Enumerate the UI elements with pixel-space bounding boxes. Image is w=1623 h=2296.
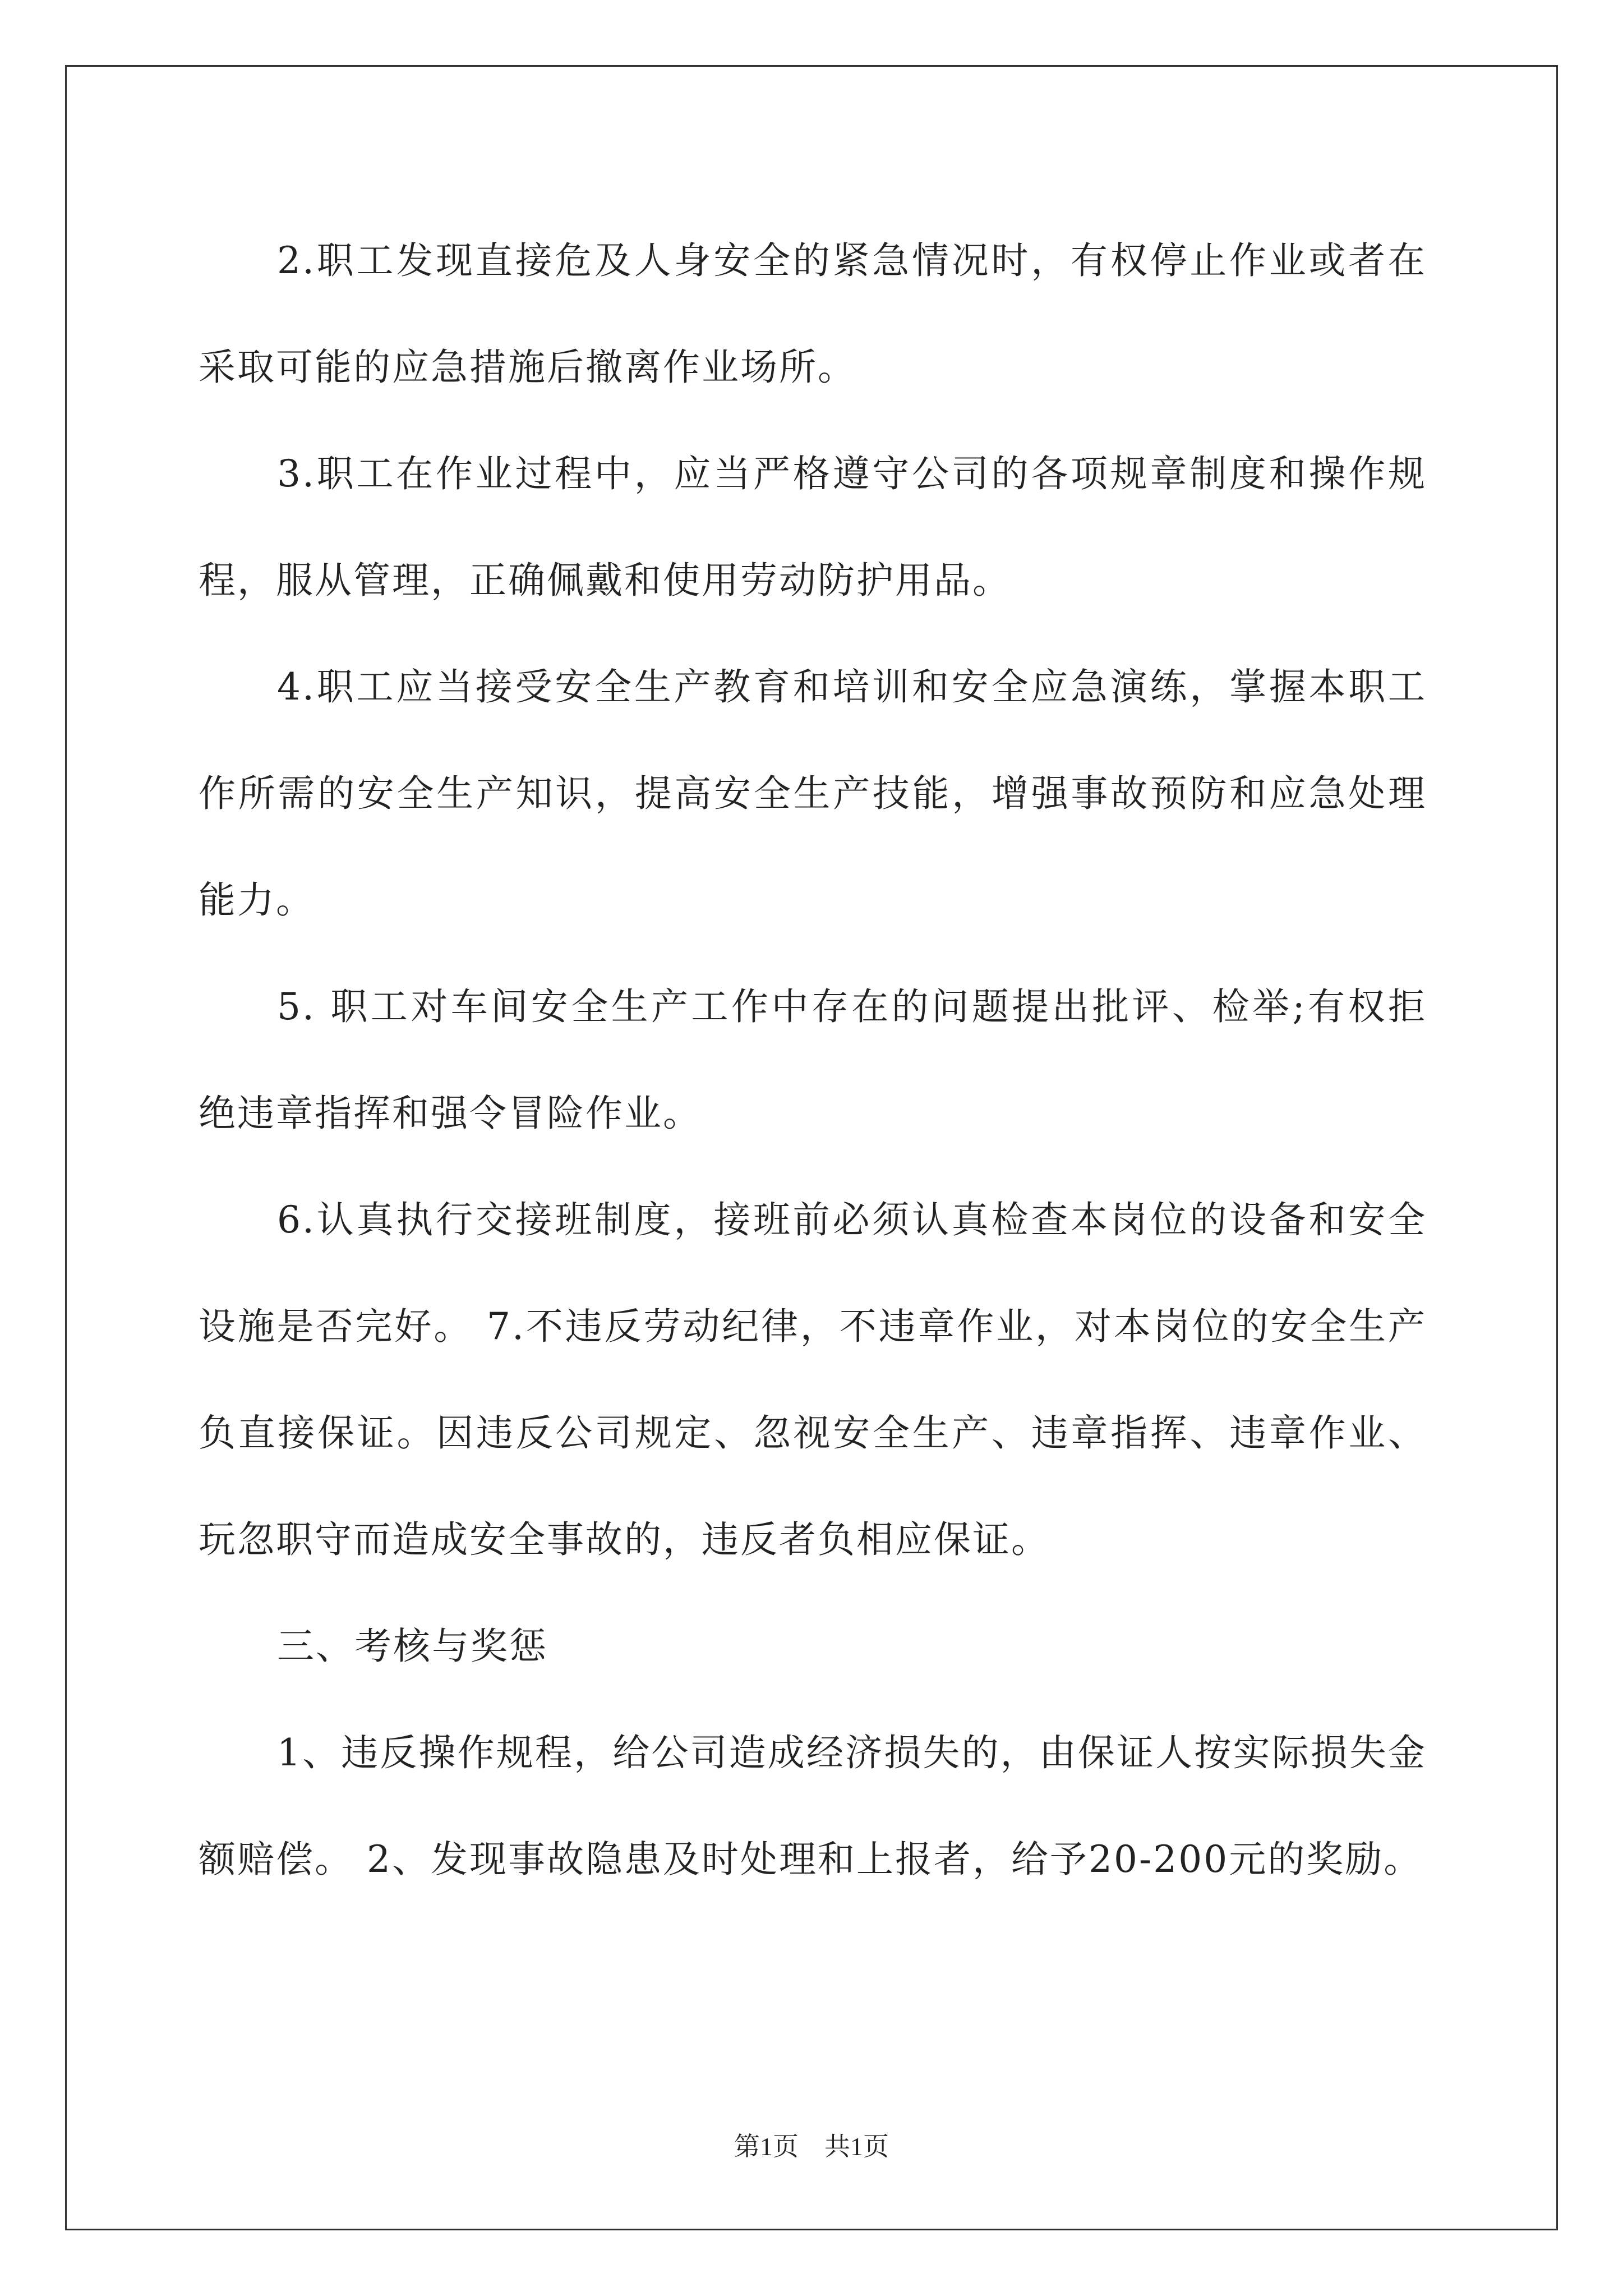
document-body	[199, 208, 1427, 1913]
section-heading-assessment: 三、考核与奖惩	[277, 1625, 548, 1668]
paragraph-rewards-penalties: 1、违反操作规程，给公司造成经济损失的，由保证人按实际损失金额赔偿。 2、发现事故隐患及时处理和上报者，给予20-200元的奖励。	[199, 1731, 1427, 1881]
paragraph-item-3: 3.职工在作业过程中，应当严格遵守公司的各项规章制度和操作规程，服从管理，正确佩戴和使用劳动防护用品。	[199, 452, 1427, 602]
paragraph-item-5: 5. 职工对车间安全生产工作中存在的问题提出批评、检举;有权拒绝违章指挥和强令冒险作业。	[199, 985, 1427, 1135]
paragraph-item-6-7: 6.认真执行交接班制度，接班前必须认真检查本岗位的设备和安全设施是否完好。 7.不违反劳动纪律，不违章作业，对本岗位的安全生产负直接保证。因违反公司规定、忽视安全生产、违章指挥、违章作业、玩忽职守而造成安全事故的，违反者负相应保证。	[199, 1198, 1427, 1561]
paragraph-item-4: 4.职工应当接受安全生产教育和培训和安全应急演练，掌握本职工作所需的安全生产知识，提高安全生产技能，增强事故预防和应急处理能力。	[199, 665, 1427, 922]
page-footer: 第1页 共1页	[734, 2132, 889, 2161]
paragraph-item-2: 2.职工发现直接危及人身安全的紧急情况时，有权停止作业或者在采取可能的应急措施后撤离作业场所。	[199, 239, 1427, 389]
